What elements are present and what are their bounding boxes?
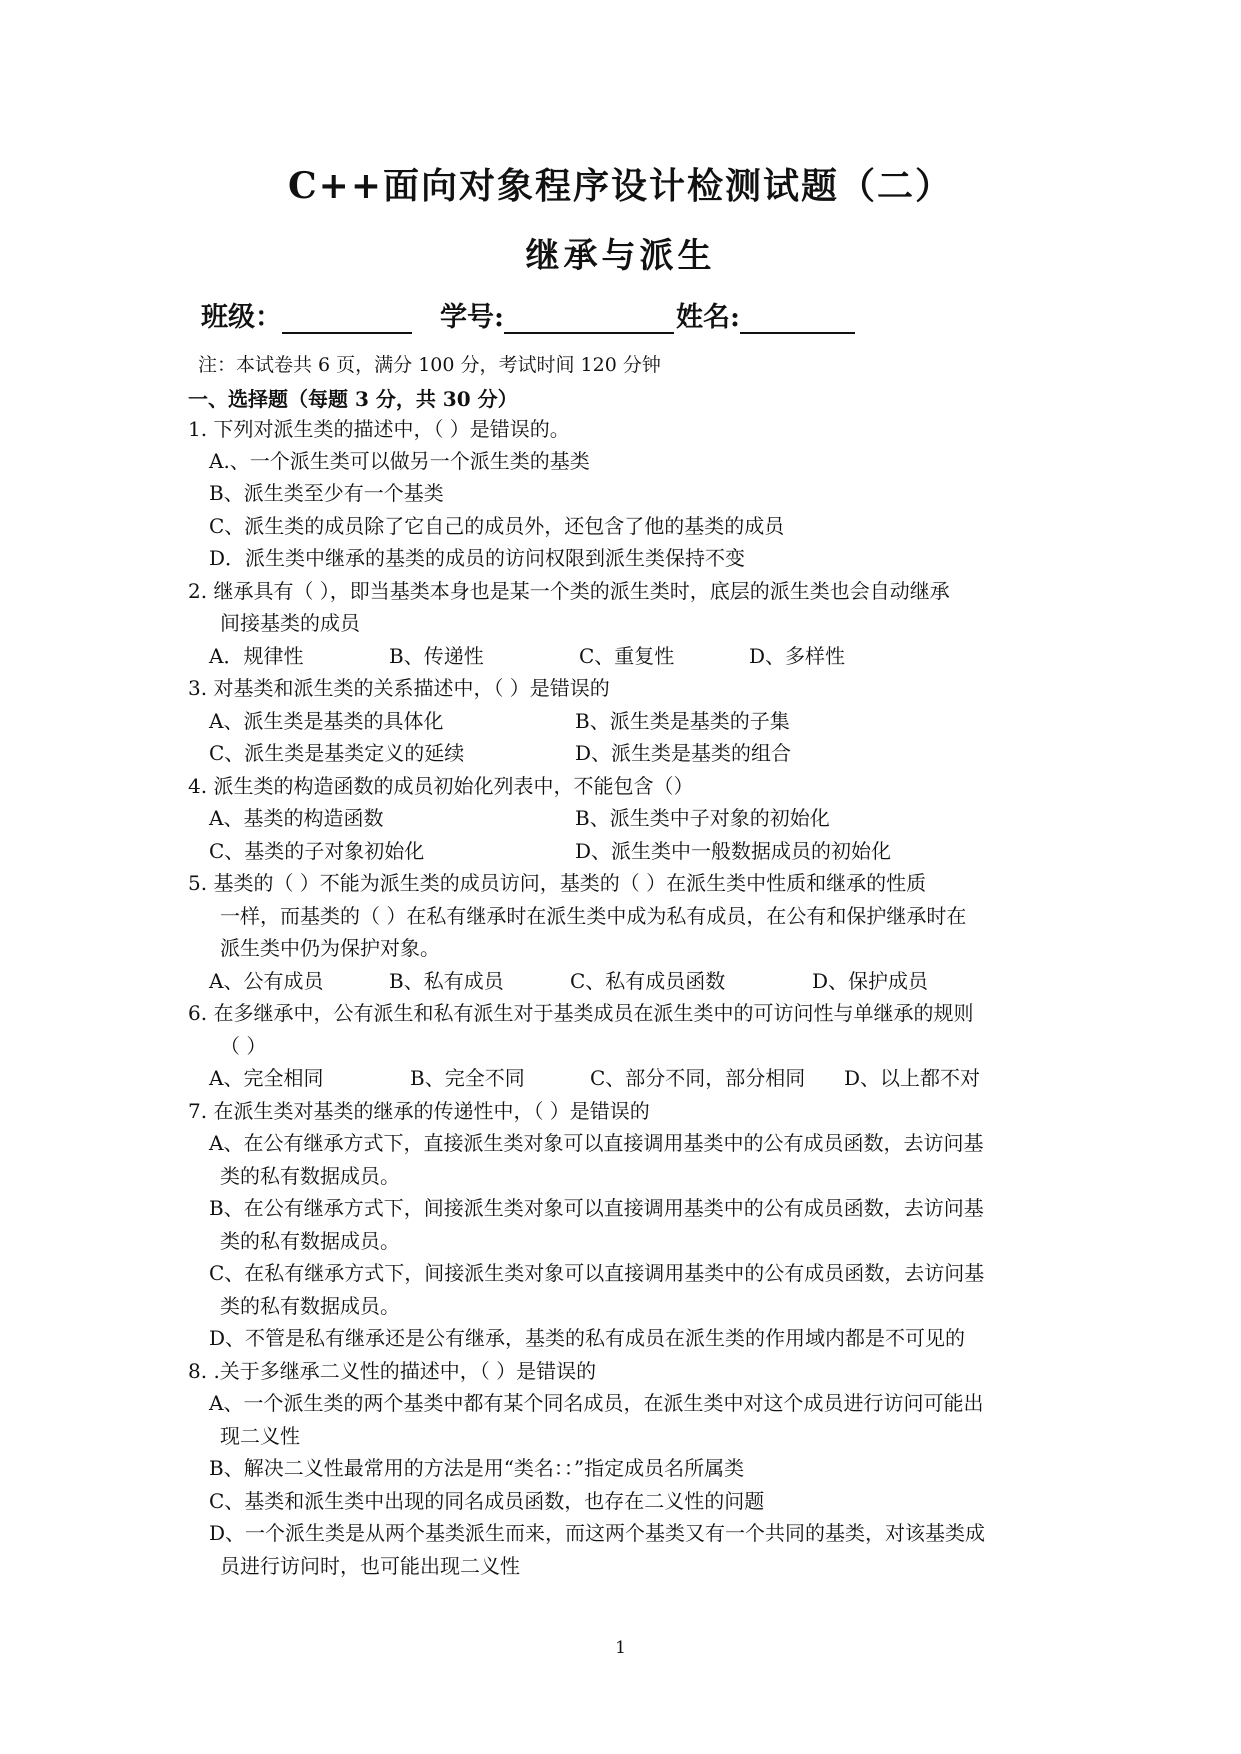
student-id-label: 学号: bbox=[440, 302, 504, 333]
question-8-stem: 8. .关于多继承二义性的描述中，（ ）是错误的 bbox=[188, 1359, 597, 1383]
name-label: 姓名: bbox=[675, 302, 740, 333]
section-heading: 一、选择题（每题 3 分，共 30 分） bbox=[188, 387, 518, 411]
page-number: 1 bbox=[615, 1638, 626, 1658]
page-title: C++面向对象程序设计检测试题（二） bbox=[288, 165, 953, 207]
question-2-option-a: A．规律性 bbox=[209, 644, 304, 668]
question-8-option-d: D、一个派生类是从两个基类派生而来，而这两个基类又有一个共同的基类，对该基类成 bbox=[209, 1521, 986, 1545]
question-7-option-a-cont: 类的私有数据成员。 bbox=[220, 1164, 400, 1188]
question-7-option-a: A、在公有继承方式下，直接派生类对象可以直接调用基类中的公有成员函数，去访问基 bbox=[209, 1131, 984, 1155]
question-7-option-b-cont: 类的私有数据成员。 bbox=[220, 1229, 400, 1253]
class-blank bbox=[282, 306, 412, 334]
question-3-stem: 3. 对基类和派生类的关系描述中，（ ）是错误的 bbox=[188, 676, 610, 700]
question-8-option-a-cont: 现二义性 bbox=[220, 1424, 300, 1448]
question-2-option-d: D、多样性 bbox=[749, 644, 846, 668]
question-1-option-b: B、派生类至少有一个基类 bbox=[209, 481, 444, 505]
question-5-option-b: B、私有成员 bbox=[389, 969, 504, 993]
question-8-option-d-cont: 员进行访问时，也可能出现二义性 bbox=[220, 1554, 520, 1578]
question-1-stem: 1. 下列对派生类的描述中，（ ）是错误的。 bbox=[188, 417, 570, 441]
question-2-stem-cont: 间接基类的成员 bbox=[220, 611, 360, 635]
exam-note: 注：本试卷共 6 页，满分 100 分，考试时间 120 分钟 bbox=[198, 354, 661, 376]
question-7-option-d: D、不管是私有继承还是公有继承，基类的私有成员在派生类的作用域内都是不可见的 bbox=[209, 1326, 966, 1350]
student-info-row bbox=[201, 295, 855, 334]
question-5-stem-cont-1: 一样，而基类的（ ）在私有继承时在派生类中成为私有成员，在公有和保护继承时在 bbox=[220, 904, 967, 928]
question-6-option-b: B、完全不同 bbox=[410, 1066, 525, 1090]
question-5-stem-cont-2: 派生类中仍为保护对象。 bbox=[220, 936, 440, 960]
question-5-option-c: C、私有成员函数 bbox=[570, 969, 726, 993]
question-3-option-d: D、派生类是基类的组合 bbox=[575, 741, 792, 765]
question-4-option-d: D、派生类中一般数据成员的初始化 bbox=[575, 839, 892, 863]
question-7-option-c-cont: 类的私有数据成员。 bbox=[220, 1294, 400, 1318]
question-1-option-a: A.、一个派生类可以做另一个派生类的基类 bbox=[209, 449, 590, 473]
question-4-option-c: C、基类的子对象初始化 bbox=[209, 839, 425, 863]
class-label: 班级： bbox=[201, 302, 282, 333]
question-2-stem: 2. 继承具有（ ），即当基类本身也是某一个类的派生类时，底层的派生类也会自动继承 bbox=[188, 579, 950, 603]
question-8-option-b: B、解决二义性最常用的方法是用“类名：：”指定成员名所属类 bbox=[209, 1456, 745, 1480]
question-5-option-a: A、公有成员 bbox=[209, 969, 324, 993]
question-8-option-a: A、一个派生类的两个基类中都有某个同名成员，在派生类中对这个成员进行访问可能出 bbox=[209, 1391, 984, 1415]
question-6-option-d: D、以上都不对 bbox=[844, 1066, 981, 1090]
question-4-stem: 4. 派生类的构造函数的成员初始化列表中，不能包含（） bbox=[188, 774, 694, 798]
question-5-option-d: D、保护成员 bbox=[812, 969, 929, 993]
question-4-option-b: B、派生类中子对象的初始化 bbox=[575, 806, 830, 830]
question-6-option-c: C、部分不同，部分相同 bbox=[590, 1066, 806, 1090]
question-4-option-a: A、基类的构造函数 bbox=[209, 806, 384, 830]
question-6-stem: 6. 在多继承中，公有派生和私有派生对于基类成员在派生类中的可访问性与单继承的规则 bbox=[188, 1001, 974, 1025]
question-1-option-d: D．派生类中继承的基类的成员的访问权限到派生类保持不变 bbox=[209, 546, 746, 570]
question-7-stem: 7. 在派生类对基类的继承的传递性中，（ ）是错误的 bbox=[188, 1099, 650, 1123]
question-6-option-a: A、完全相同 bbox=[209, 1066, 324, 1090]
question-3-option-b: B、派生类是基类的子集 bbox=[575, 709, 790, 733]
question-2-option-c: C、重复性 bbox=[579, 644, 675, 668]
question-7-option-c: C、在私有继承方式下，间接派生类对象可以直接调用基类中的公有成员函数，去访问基 bbox=[209, 1261, 985, 1285]
question-3-option-c: C、派生类是基类定义的延续 bbox=[209, 741, 465, 765]
question-2-option-b: B、传递性 bbox=[389, 644, 484, 668]
question-3-option-a: A、派生类是基类的具体化 bbox=[209, 709, 444, 733]
page-subtitle: 继承与派生 bbox=[525, 236, 716, 276]
question-8-option-c: C、基类和派生类中出现的同名成员函数，也存在二义性的问题 bbox=[209, 1489, 765, 1513]
question-7-option-b: B、在公有继承方式下，间接派生类对象可以直接调用基类中的公有成员函数，去访问基 bbox=[209, 1196, 984, 1220]
question-5-stem: 5. 基类的（ ）不能为派生类的成员访问，基类的（ ）在派生类中性质和继承的性质 bbox=[188, 871, 927, 895]
question-6-stem-cont: （ ） bbox=[220, 1034, 267, 1058]
student-id-blank bbox=[504, 306, 674, 334]
name-blank bbox=[740, 306, 855, 334]
question-1-option-c: C、派生类的成员除了它自己的成员外，还包含了他的基类的成员 bbox=[209, 514, 785, 538]
